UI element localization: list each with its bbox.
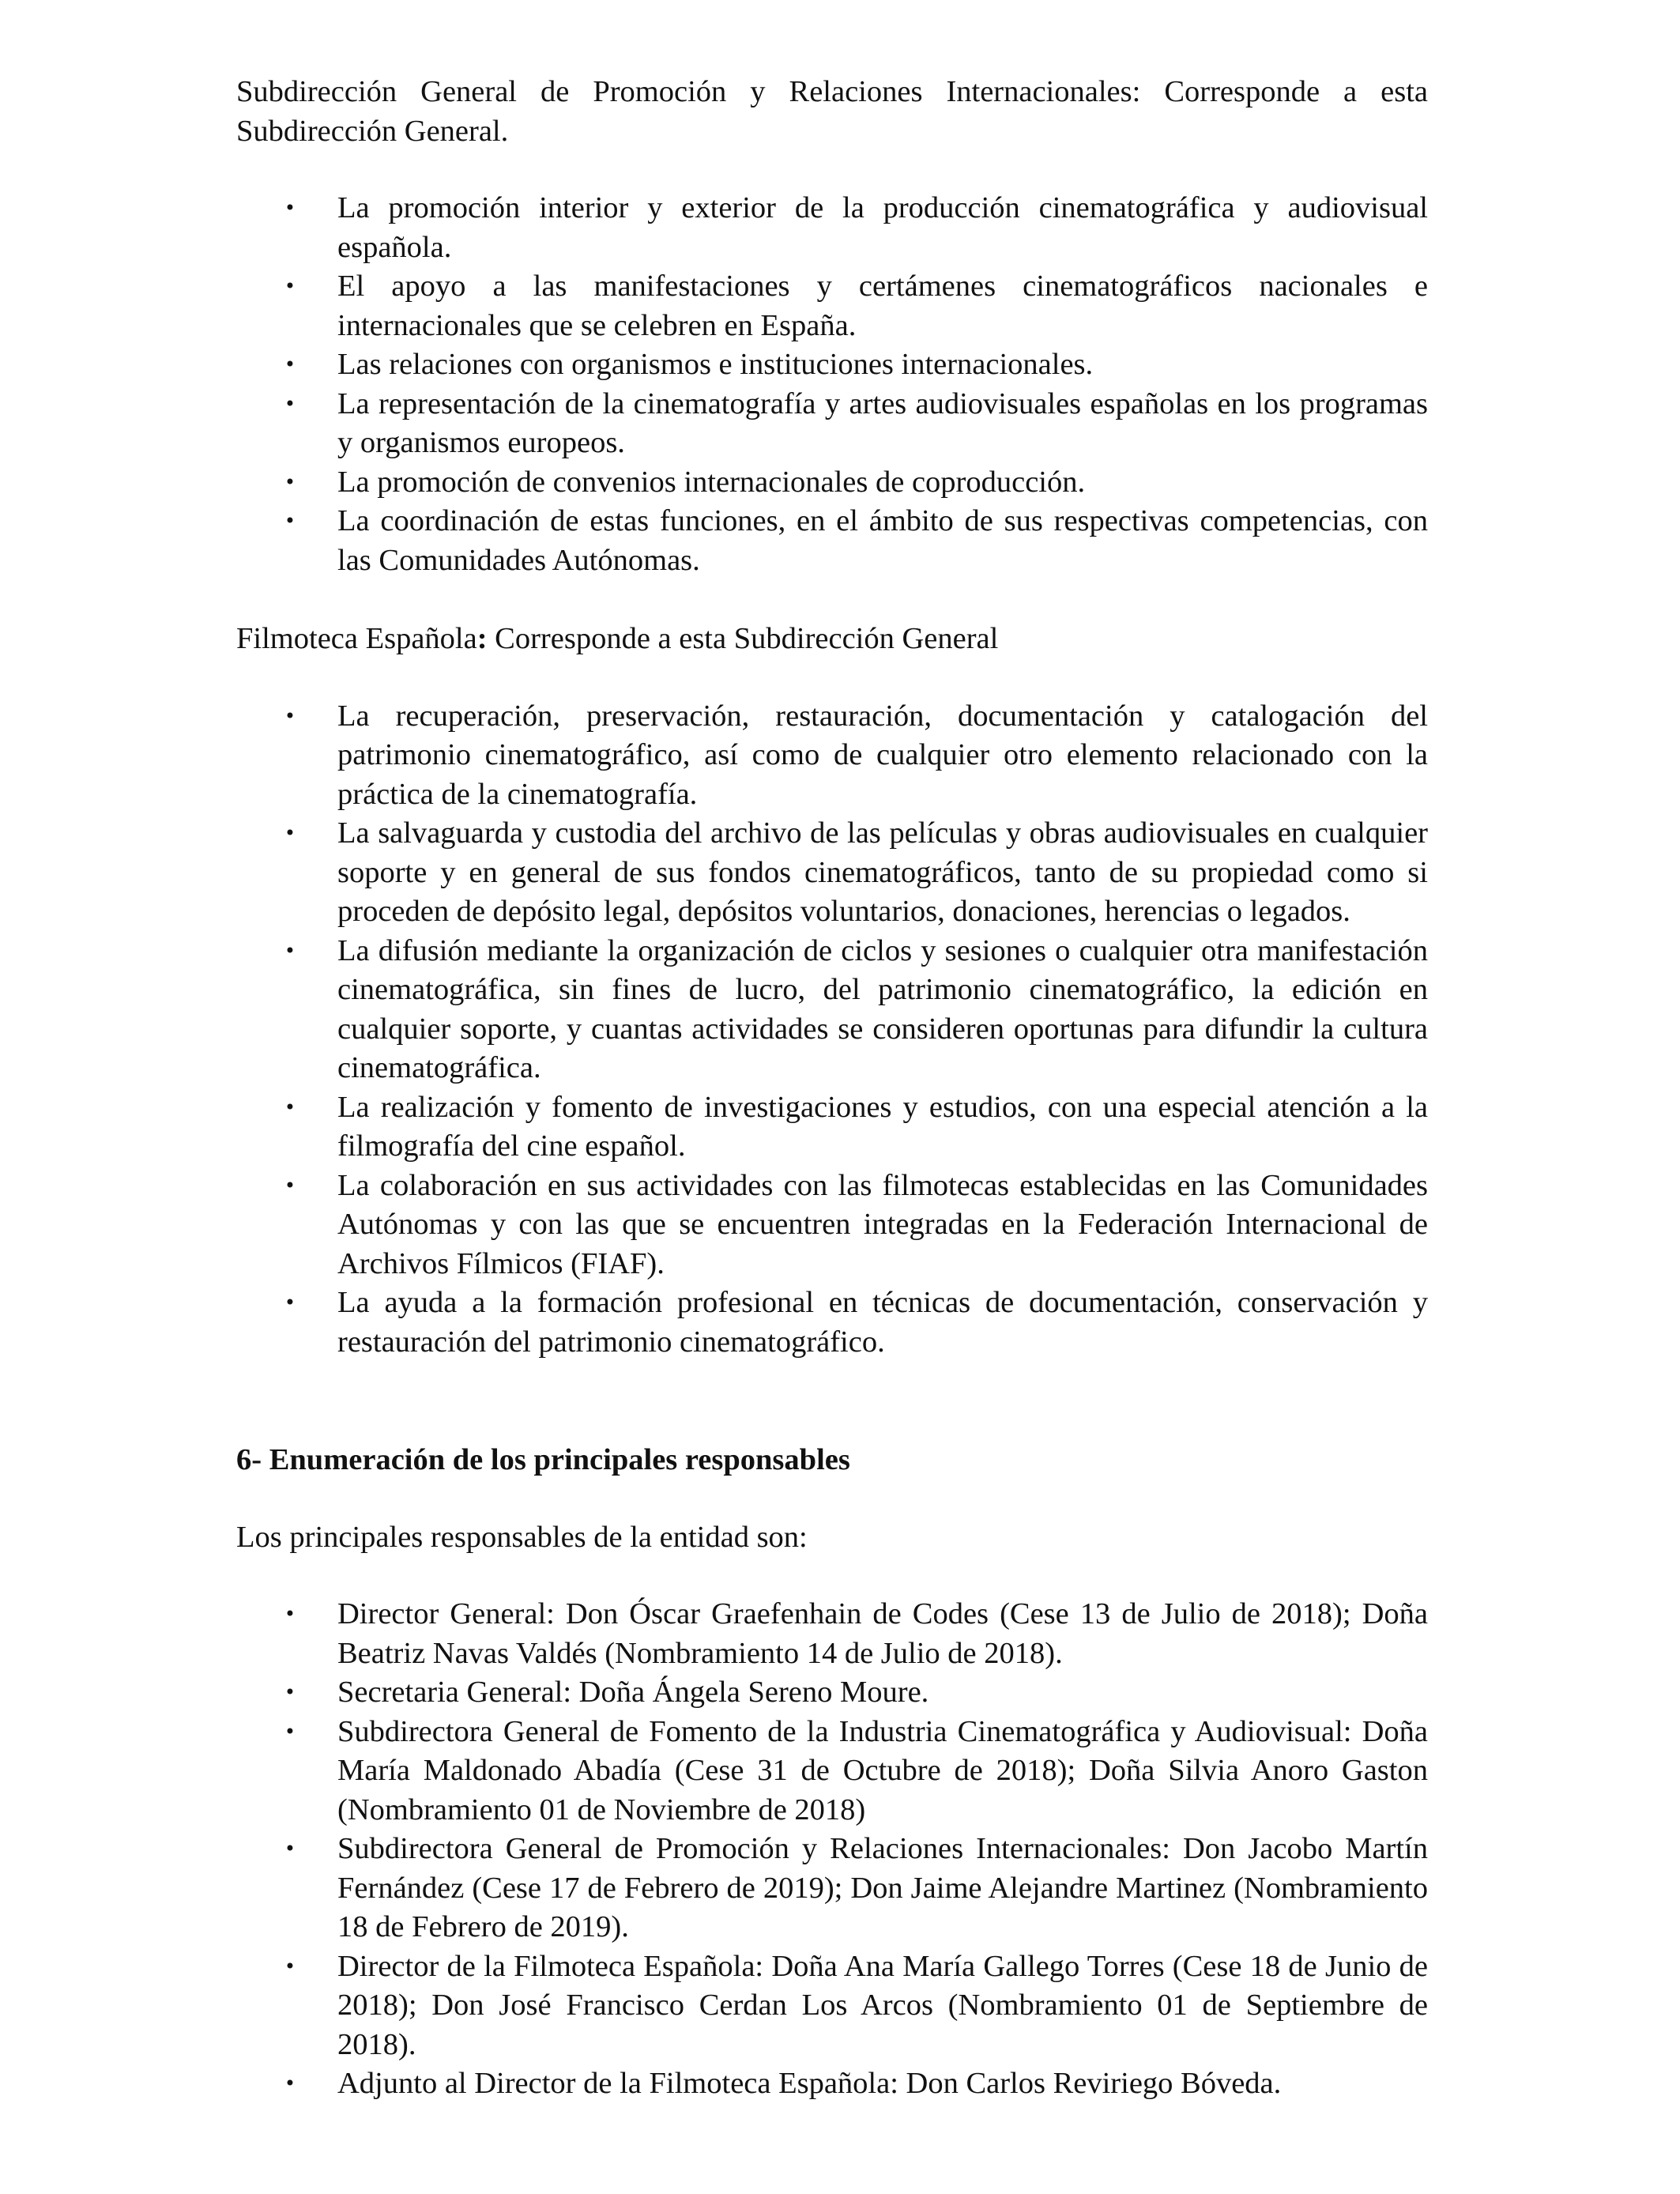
filmoteca-list bbox=[236, 697, 1428, 1363]
bullet-icon: • bbox=[284, 510, 296, 532]
list-item: • La realización y fomento de investigaciones y estudios, con una especial atención a la filmografía del cine español. bbox=[337, 1088, 1428, 1167]
responsables-list bbox=[236, 1595, 1428, 2104]
bullet-icon: • bbox=[284, 822, 296, 844]
bullet-icon: • bbox=[284, 1838, 296, 1860]
list-item: • Las relaciones con organismos e instituciones internacionales. bbox=[337, 345, 1428, 385]
list-item: • La salvaguarda y custodia del archivo de las películas y obras audiovisuales en cualquier soporte y en general de sus fondos cinematográficos, tanto de su propiedad como si proceden de depósito legal, depósitos voluntarios, donaciones, herencias o legados. bbox=[337, 814, 1428, 932]
list-item: • La colaboración en sus actividades con las filmotecas establecidas en las Comunidades Autónomas y con las que se encuentren integradas en la Federación Internacional de Archivos Fílmicos (FIAF). bbox=[337, 1167, 1428, 1284]
list-item: • Subdirectora General de Promoción y Relaciones Internacionales: Don Jacobo Martín Fernández (Cese 17 de Febrero de 2019); Don Jaime Alejandre Martinez (Nombramiento 18 de Febrero de 2019). bbox=[337, 1830, 1428, 1947]
bullet-icon: • bbox=[284, 275, 296, 297]
bullet-icon: • bbox=[284, 1720, 296, 1743]
bullet-icon: • bbox=[284, 2072, 296, 2094]
responsables-intro: Los principales responsables de la entidad son: bbox=[236, 1520, 808, 1554]
list-item: • La representación de la cinematografía y artes audiovisuales españolas en los programas y organismos europeos. bbox=[337, 385, 1428, 463]
bullet-icon: • bbox=[284, 1955, 296, 1977]
list-item: • Secretaria General: Doña Ángela Sereno Moure. bbox=[337, 1673, 1428, 1713]
bullet-icon: • bbox=[284, 1095, 296, 1118]
list-item: • La recuperación, preservación, restauración, documentación y catalogación del patrimonio cinematográfico, así como de cualquier otro elemento relacionado con la práctica de la cinematografía. bbox=[337, 697, 1428, 815]
promocion-intro-rest: : Corresponde a esta Subdirección General. bbox=[236, 75, 1429, 148]
list-item: • La promoción de convenios internacionales de coproducción. bbox=[337, 463, 1428, 503]
bullet-icon: • bbox=[284, 197, 296, 219]
list-item: • Subdirectora General de Fomento de la Industria Cinematográfica y Audiovisual: Doña María Maldonado Abadía (Cese 31 de Octubre de 2018); Doña Silvia Anoro Gaston (Nombramiento 01 de Noviembre de 2018) bbox=[337, 1713, 1428, 1830]
list-item: • Adjunto al Director de la Filmoteca Española: Don Carlos Reviriego Bóveda. bbox=[337, 2064, 1428, 2104]
list-item: • Director General: Don Óscar Graefenhain de Codes (Cese 13 de Julio de 2018); Doña Beatriz Navas Valdés (Nombramiento 14 de Julio de 2018). bbox=[337, 1595, 1428, 1673]
section-heading: 6- Enumeración de los principales responsables bbox=[236, 1443, 850, 1476]
bullet-icon: • bbox=[284, 1291, 296, 1314]
list-item: • La difusión mediante la organización de ciclos y sesiones o cualquier otra manifestación cinematográfica, sin fines de lucro, del patrimonio cinematográfico, la edición en cualquier soporte, y cuantas actividades se consideren oportunas para difundir la cultura cinematográfica. bbox=[337, 932, 1428, 1088]
filmoteca-intro-colon: : bbox=[477, 622, 488, 655]
list-item: • La ayuda a la formación profesional en técnicas de documentación, conservación y restauración del patrimonio cinematográfico. bbox=[337, 1284, 1428, 1362]
list-item: • La promoción interior y exterior de la producción cinematográfica y audiovisual española. bbox=[337, 189, 1428, 267]
list-item: • El apoyo a las manifestaciones y certámenes cinematográficos nacionales e internacionales que se celebren en España. bbox=[337, 267, 1428, 345]
bullet-icon: • bbox=[284, 353, 296, 375]
promocion-intro bbox=[236, 73, 1428, 151]
document-page bbox=[236, 73, 1428, 2104]
list-item: • La coordinación de estas funciones, en el ámbito de sus respectivas competencias, con las Comunidades Autónomas. bbox=[337, 502, 1428, 580]
bullet-icon: • bbox=[284, 392, 296, 415]
bullet-icon: • bbox=[284, 470, 296, 493]
bullet-icon: • bbox=[284, 704, 296, 727]
filmoteca-intro bbox=[236, 620, 1428, 659]
filmoteca-intro-name: Filmoteca Española bbox=[236, 622, 477, 655]
bullet-icon: • bbox=[284, 1174, 296, 1197]
promocion-list bbox=[236, 189, 1428, 580]
filmoteca-intro-rest: Corresponde a esta Subdirección General bbox=[487, 622, 999, 655]
bullet-icon: • bbox=[284, 939, 296, 962]
bullet-icon: • bbox=[284, 1681, 296, 1703]
bullet-icon: • bbox=[284, 1603, 296, 1625]
promocion-intro-name: Subdirección General de Promoción y Relaciones Internacionales bbox=[236, 75, 1132, 108]
list-item: • Director de la Filmoteca Española: Doña Ana María Gallego Torres (Cese 18 de Junio de 2018); Don José Francisco Cerdan Los Arcos (Nombramiento 01 de Septiembre de 2018). bbox=[337, 1947, 1428, 2065]
